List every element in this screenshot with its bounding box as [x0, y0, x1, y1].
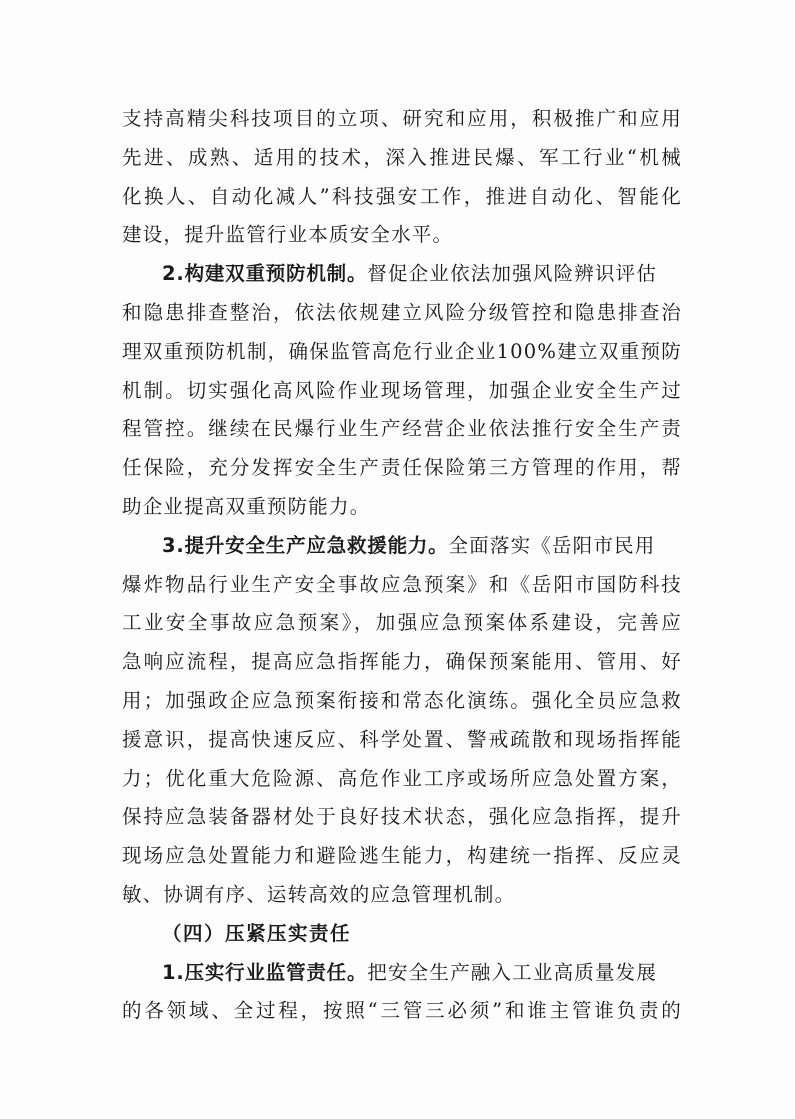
paragraph-line: 和隐患排查整治，依法依规建立风险分级管控和隐患排查治 [122, 300, 682, 324]
paragraph-line: 建设，提升监管行业本质安全水平。 [122, 223, 454, 247]
section-2-first-line [122, 255, 682, 294]
paragraph-line: 程管控。继续在民爆行业生产经营企业依法推行安全生产责 [122, 417, 682, 441]
paragraph-line: 理双重预防机制，确保监管高危行业企业100%建立双重预防 [122, 339, 682, 363]
paragraph-line: 的各领域、全过程，按照“三管三必须”和谁主管谁负责的 [122, 999, 682, 1023]
paragraph-line: 工业安全事故应急预案》，加强应急预案体系建设，完善应 [122, 611, 682, 635]
paragraph-line: 先进、成熟、适用的技术，深入推进民爆、军工行业“机械 [122, 145, 682, 169]
paragraph-line: 支持高精尖科技项目的立项、研究和应用，积极推广和应用 [122, 107, 682, 130]
paragraph-line: 保持应急装备器材处于良好技术状态，强化应急指挥，提升 [122, 805, 682, 829]
paragraph-line: 任保险，充分发挥安全生产责任保险第三方管理的作用，帮 [122, 456, 682, 480]
document-body [122, 100, 682, 1031]
section-3-title: 3.提升安全生产应急救援能力。 [162, 533, 449, 557]
paragraph-line: 用；加强政企应急预案衔接和常态化演练。强化全员应急救 [122, 688, 682, 712]
section-2-title: 2.构建双重预防机制。 [162, 262, 368, 286]
section-3-lead-text: 全面落实《岳阳市民用 [448, 533, 656, 557]
section-4-1-lead-text: 把安全生产融入工业高质量发展 [367, 960, 658, 984]
paragraph-line: 机制。切实强化高风险作业现场管理，加强企业安全生产过 [122, 378, 682, 402]
paragraph-line: 现场应急处置能力和避险逃生能力，构建统一指挥、反应灵 [122, 844, 682, 868]
paragraph-line: 急响应流程，提高应急指挥能力，确保预案能用、管用、好 [122, 650, 682, 674]
paragraph-line: 援意识，提高快速反应、科学处置、警戒疏散和现场指挥能 [122, 727, 682, 751]
paragraph-line: 助企业提高双重预防能力。 [122, 494, 371, 518]
paragraph-line: 化换人、自动化减人”科技强安工作，推进自动化、智能化 [122, 184, 682, 208]
section-heading-4: （四）压紧压实责任 [162, 921, 352, 945]
section-2-lead-text: 督促企业依法加强风险辨识评估 [367, 262, 658, 286]
paragraph-line: 敏、协调有序、运转高效的应急管理机制。 [122, 882, 516, 906]
paragraph-line: 力；优化重大危险源、高危作业工序或场所应急处置方案， [122, 766, 682, 790]
paragraph-line: 爆炸物品行业生产安全事故应急预案》和《岳阳市国防科技 [122, 572, 682, 596]
section-4-1-first-line [122, 954, 682, 993]
section-3-first-line [122, 527, 682, 566]
section-4-1-title: 1.压实行业监管责任。 [162, 960, 368, 984]
